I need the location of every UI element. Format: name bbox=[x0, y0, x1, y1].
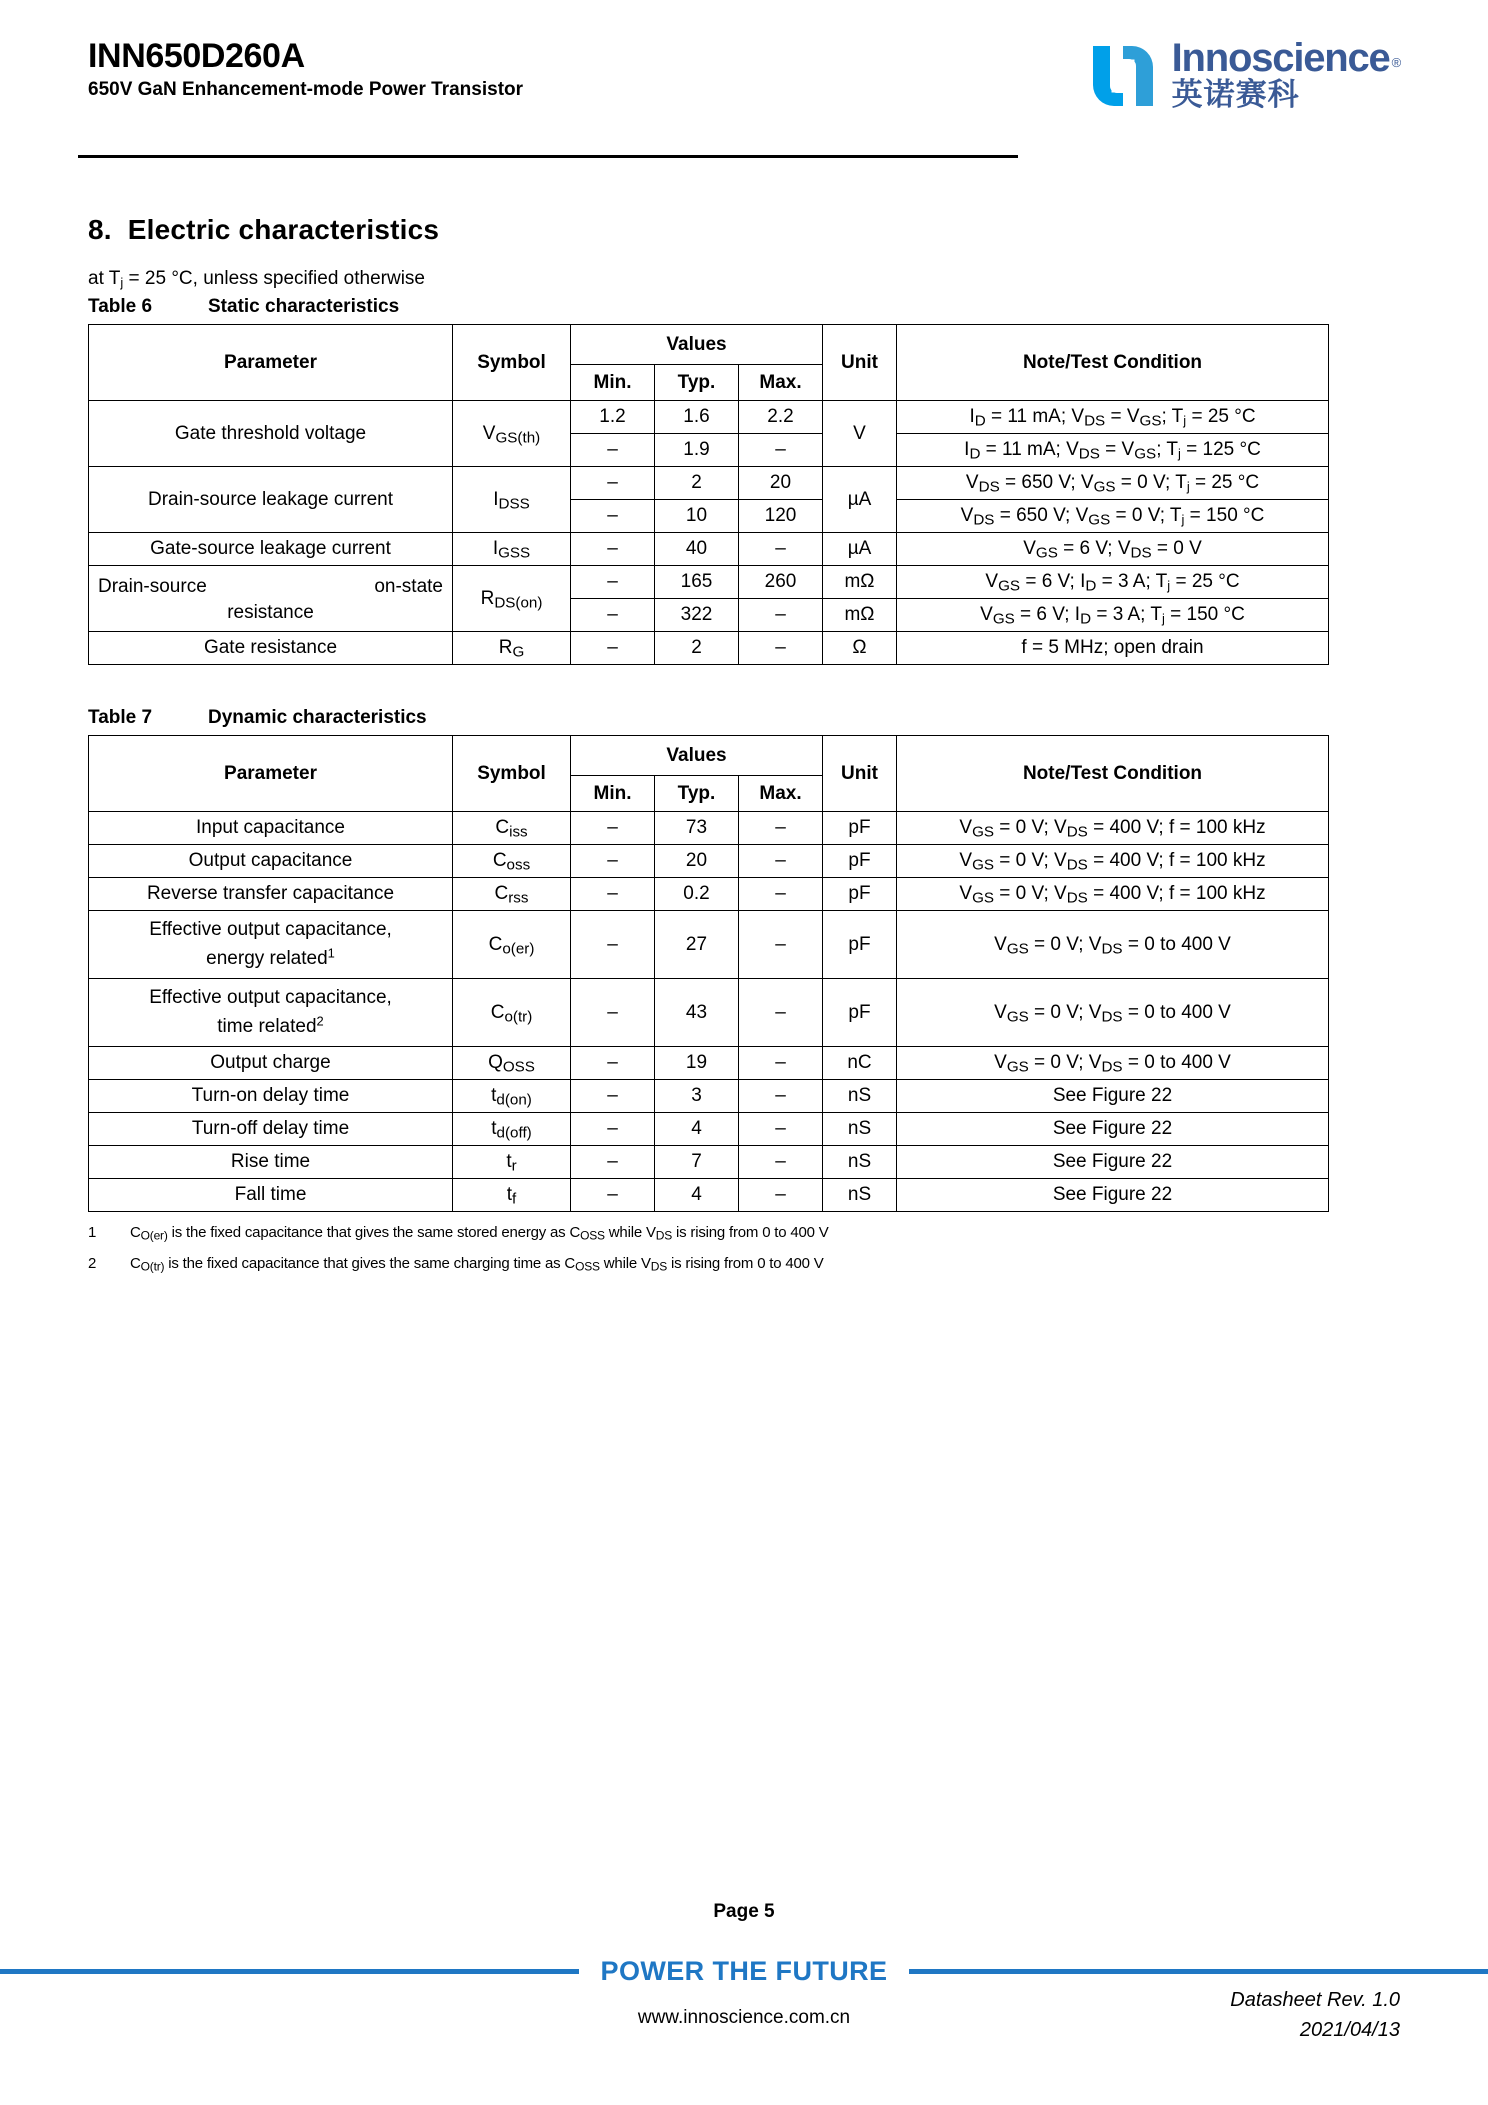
conditions-note: at $T_j = 25$ °C, unless specified otherwise bbox=[88, 268, 425, 290]
table6-r4b-min: – bbox=[571, 599, 655, 632]
table7-r7-parameter: Turn-on delay time bbox=[89, 1080, 453, 1113]
table7-r4-unit: pF bbox=[823, 911, 897, 979]
table7-r4-parameter-line2: energy related bbox=[206, 947, 328, 969]
table7-r4-symbol: $C_{o(er)}$ bbox=[453, 911, 571, 979]
table7-r7-min: – bbox=[571, 1080, 655, 1113]
table6-col-values: Values bbox=[571, 325, 823, 365]
table7-r10-unit: nS bbox=[823, 1179, 897, 1212]
table6-r2b-min: – bbox=[571, 500, 655, 533]
section-heading bbox=[88, 214, 1328, 246]
table6-r5-typ: 2 bbox=[655, 632, 739, 665]
table6-r1a-typ: 1.6 bbox=[655, 401, 739, 434]
table7-r9-max: – bbox=[739, 1146, 823, 1179]
table-row bbox=[89, 1080, 1329, 1113]
footnote-2 bbox=[88, 1255, 1328, 1272]
table6-caption-title: Static characteristics bbox=[208, 296, 400, 317]
header-divider bbox=[78, 155, 1018, 158]
table7-col-note: Note/Test Condition bbox=[897, 736, 1329, 812]
table6-r4b-max: – bbox=[739, 599, 823, 632]
table7-r5-parameter bbox=[89, 979, 453, 1047]
table6-r4-parameter bbox=[89, 566, 453, 632]
table7-caption-title: Dynamic characteristics bbox=[208, 707, 427, 728]
footer-revision-date: 2021/04/13 bbox=[1299, 2019, 1400, 2041]
table7-r6-note: $V_{GS} = 0$ V; $V_{DS} = 0$ to 400 V bbox=[897, 1047, 1329, 1080]
table6-r1-unit: V bbox=[823, 401, 897, 467]
table7-r7-note: See Figure 22 bbox=[897, 1080, 1329, 1113]
table-row bbox=[89, 1179, 1329, 1212]
table6-r1b-max: – bbox=[739, 434, 823, 467]
innoscience-logo bbox=[1087, 38, 1400, 117]
table7-r9-min: – bbox=[571, 1146, 655, 1179]
table7-r10-symbol: $t_f$ bbox=[453, 1179, 571, 1212]
document-title: INN650D260A bbox=[88, 37, 305, 75]
table6-r2b-note: $V_{DS} = 650$ V; $V_{GS} = 0$ V; $T_j = 150$ °C bbox=[897, 500, 1329, 533]
table7-r7-max: – bbox=[739, 1080, 823, 1113]
table-row bbox=[89, 1113, 1329, 1146]
logo-chinese-name: 英诺赛科 bbox=[1171, 77, 1300, 112]
footnote-1 bbox=[88, 1224, 1328, 1241]
table7-r8-max: – bbox=[739, 1113, 823, 1146]
table7-r3-min: – bbox=[571, 878, 655, 911]
table6-r1-parameter: Gate threshold voltage bbox=[89, 401, 453, 467]
table6-r1b-note: $I_D = 11$ mA; $V_{DS} = V_{GS}$; $T_j = 125$ °C bbox=[897, 434, 1329, 467]
table7-r8-min: – bbox=[571, 1113, 655, 1146]
table7-r10-note: See Figure 22 bbox=[897, 1179, 1329, 1212]
table7-r3-typ: 0.2 bbox=[655, 878, 739, 911]
table7-r4-min: – bbox=[571, 911, 655, 979]
table7-r2-unit: pF bbox=[823, 845, 897, 878]
table6-r4a-max: 260 bbox=[739, 566, 823, 599]
page-number: Page 5 bbox=[713, 1901, 775, 1922]
table6-r4-parameter-line2: resistance bbox=[227, 601, 314, 623]
table6-r3-max: – bbox=[739, 533, 823, 566]
table7-r4-max: – bbox=[739, 911, 823, 979]
table7-r3-unit: pF bbox=[823, 878, 897, 911]
table7-r4-note: $V_{GS} = 0$ V; $V_{DS} = 0$ to 400 V bbox=[897, 911, 1329, 979]
table6-col-min: Min. bbox=[571, 365, 655, 401]
table6-r2-symbol: $I_{DSS}$ bbox=[453, 467, 571, 533]
table6-r3-unit: µA bbox=[823, 533, 897, 566]
static-characteristics-table bbox=[88, 324, 1329, 665]
logo-word-text: Innoscience bbox=[1171, 36, 1390, 80]
table6-r1a-note: $I_D = 11$ mA; $V_{DS} = V_{GS}$; $T_j = 25$ °C bbox=[897, 401, 1329, 434]
table7-r3-max: – bbox=[739, 878, 823, 911]
section-number: 8. bbox=[88, 214, 112, 245]
table7-r4-footnote-marker: 1 bbox=[327, 945, 335, 961]
table7-r6-min: – bbox=[571, 1047, 655, 1080]
table-row bbox=[89, 401, 1329, 434]
table6-r5-symbol: $R_G$ bbox=[453, 632, 571, 665]
table7-r8-parameter: Turn-off delay time bbox=[89, 1113, 453, 1146]
table6-col-note: Note/Test Condition bbox=[897, 325, 1329, 401]
table7-r5-note: $V_{GS} = 0$ V; $V_{DS} = 0$ to 400 V bbox=[897, 979, 1329, 1047]
table7-r6-max: – bbox=[739, 1047, 823, 1080]
table6-r5-note: f = 5 MHz; open drain bbox=[897, 632, 1329, 665]
logo-mark-icon bbox=[1087, 40, 1159, 117]
table7-r5-max: – bbox=[739, 979, 823, 1047]
table7-r7-symbol: $t_{d(on)}$ bbox=[453, 1080, 571, 1113]
table7-r10-max: – bbox=[739, 1179, 823, 1212]
table7-col-values: Values bbox=[571, 736, 823, 776]
table6-r1a-max: 2.2 bbox=[739, 401, 823, 434]
table6-r2-parameter: Drain-source leakage current bbox=[89, 467, 453, 533]
table6-r2a-note: $V_{DS} = 650$ V; $V_{GS} = 0$ V; $T_j = 25$ °C bbox=[897, 467, 1329, 500]
table6-r3-typ: 40 bbox=[655, 533, 739, 566]
table7-r9-typ: 7 bbox=[655, 1146, 739, 1179]
table-row bbox=[89, 911, 1329, 979]
table7-r3-symbol: $C_{rss}$ bbox=[453, 878, 571, 911]
table7-r2-symbol: $C_{oss}$ bbox=[453, 845, 571, 878]
table7-r6-parameter: Output charge bbox=[89, 1047, 453, 1080]
table6-r3-symbol: $I_{GSS}$ bbox=[453, 533, 571, 566]
table7-header-row-1 bbox=[89, 736, 1329, 776]
table-row bbox=[89, 533, 1329, 566]
table7-r1-min: – bbox=[571, 812, 655, 845]
table7-col-symbol: Symbol bbox=[453, 736, 571, 812]
table6-col-symbol: Symbol bbox=[453, 325, 571, 401]
table6-r4b-typ: 322 bbox=[655, 599, 739, 632]
table6-r2-unit: µA bbox=[823, 467, 897, 533]
document-subtitle: 650V GaN Enhancement-mode Power Transistor bbox=[88, 78, 524, 100]
table7-r5-symbol: $C_{o(tr)}$ bbox=[453, 979, 571, 1047]
table6-r2a-min: – bbox=[571, 467, 655, 500]
table6-col-typ: Typ. bbox=[655, 365, 739, 401]
table7-r3-note: $V_{GS} = 0$ V; $V_{DS} = 400$ V; f = 100 kHz bbox=[897, 878, 1329, 911]
table7-r9-symbol: $t_r$ bbox=[453, 1146, 571, 1179]
table6-r2a-max: 20 bbox=[739, 467, 823, 500]
table-row bbox=[89, 1047, 1329, 1080]
table7-r2-parameter: Output capacitance bbox=[89, 845, 453, 878]
section-title-text: Electric characteristics bbox=[127, 214, 440, 245]
table-row bbox=[89, 878, 1329, 911]
table6-r5-min: – bbox=[571, 632, 655, 665]
table7-r1-max: – bbox=[739, 812, 823, 845]
table7-r1-note: $V_{GS} = 0$ V; $V_{DS} = 400$ V; f = 100 kHz bbox=[897, 812, 1329, 845]
table7-r4-typ: 27 bbox=[655, 911, 739, 979]
footer-website[interactable]: www.innoscience.com.cn bbox=[637, 2007, 851, 2028]
table7-r1-unit: pF bbox=[823, 812, 897, 845]
table6-r1a-min: 1.2 bbox=[571, 401, 655, 434]
logo-text-block bbox=[1172, 38, 1400, 112]
table7-r5-unit: pF bbox=[823, 979, 897, 1047]
table7-r1-typ: 73 bbox=[655, 812, 739, 845]
table6-r3-parameter: Gate-source leakage current bbox=[89, 533, 453, 566]
table-row bbox=[89, 845, 1329, 878]
logo-wordmark bbox=[1172, 38, 1400, 78]
table6-r4b-unit: mΩ bbox=[823, 599, 897, 632]
table6-col-parameter: Parameter bbox=[89, 325, 453, 401]
table7-r8-symbol: $t_{d(off)}$ bbox=[453, 1113, 571, 1146]
table7-col-min: Min. bbox=[571, 776, 655, 812]
table6-header-row-1 bbox=[89, 325, 1329, 365]
table6-caption bbox=[88, 296, 1328, 318]
table7-r5-typ: 43 bbox=[655, 979, 739, 1047]
table6-r2b-typ: 10 bbox=[655, 500, 739, 533]
table6-r4-symbol: $R_{DS(on)}$ bbox=[453, 566, 571, 632]
page-footer bbox=[0, 1885, 1488, 2105]
table7-col-unit: Unit bbox=[823, 736, 897, 812]
footer-line-left bbox=[0, 1969, 579, 1974]
table6-r3-note: $V_{GS} = 6$ V; $V_{DS} = 0$ V bbox=[897, 533, 1329, 566]
table7-col-parameter: Parameter bbox=[89, 736, 453, 812]
table7-r10-min: – bbox=[571, 1179, 655, 1212]
table-row bbox=[89, 812, 1329, 845]
footer-revision-block bbox=[1230, 1985, 1400, 2045]
dynamic-characteristics-table bbox=[88, 735, 1329, 1212]
table6-r5-parameter: Gate resistance bbox=[89, 632, 453, 665]
table7-r5-footnote-marker: 2 bbox=[316, 1013, 324, 1029]
table7-r4-parameter-line1: Effective output capacitance, bbox=[149, 919, 392, 940]
table6-caption-label: Table 6 bbox=[88, 296, 153, 317]
table6-col-max: Max. bbox=[739, 365, 823, 401]
table6-r4a-min: – bbox=[571, 566, 655, 599]
table7-caption bbox=[88, 707, 1328, 729]
table6-r2a-typ: 2 bbox=[655, 467, 739, 500]
table-row bbox=[89, 1146, 1329, 1179]
table-row bbox=[89, 467, 1329, 500]
table7-r8-note: See Figure 22 bbox=[897, 1113, 1329, 1146]
table-row bbox=[89, 632, 1329, 665]
table7-r8-unit: nS bbox=[823, 1113, 897, 1146]
table7-r5-parameter-line1: Effective output capacitance, bbox=[149, 987, 392, 1008]
table7-r9-parameter: Rise time bbox=[89, 1146, 453, 1179]
table7-col-typ: Typ. bbox=[655, 776, 739, 812]
table7-r7-typ: 3 bbox=[655, 1080, 739, 1113]
table7-r3-parameter: Reverse transfer capacitance bbox=[89, 878, 453, 911]
table7-r6-typ: 19 bbox=[655, 1047, 739, 1080]
table7-r9-unit: nS bbox=[823, 1146, 897, 1179]
table7-r10-parameter: Fall time bbox=[89, 1179, 453, 1212]
registered-trademark-icon: ® bbox=[1391, 55, 1400, 70]
footnote-1-number: 1 bbox=[88, 1224, 97, 1241]
footer-line-right bbox=[909, 1969, 1488, 1974]
footnote-2-text: $C_{O(tr)}$ is the fixed capacitance that gives the same charging time as $C_{OSS}$ while $V_{DS}$ is rising from 0 to 400 V bbox=[130, 1255, 824, 1274]
table7-r6-unit: nC bbox=[823, 1047, 897, 1080]
table6-r1b-min: – bbox=[571, 434, 655, 467]
table6-r4a-typ: 165 bbox=[655, 566, 739, 599]
table7-col-max: Max. bbox=[739, 776, 823, 812]
table6-r4-parameter-line1: Drain-source bbox=[98, 576, 207, 598]
table6-r5-max: – bbox=[739, 632, 823, 665]
table6-r4-parameter-line1b: on-state bbox=[374, 576, 443, 598]
table7-r2-min: – bbox=[571, 845, 655, 878]
table7-footnotes bbox=[88, 1224, 1328, 1272]
table6-r1-symbol: $V_{GS(th)}$ bbox=[453, 401, 571, 467]
table7-r2-typ: 20 bbox=[655, 845, 739, 878]
footer-slogan: POWER THE FUTURE bbox=[600, 1955, 888, 1986]
table6-r1b-typ: 1.9 bbox=[655, 434, 739, 467]
header-title-block bbox=[88, 38, 523, 101]
table7-r5-parameter-line2: time related bbox=[217, 1015, 317, 1037]
footnote-1-text: $C_{O(er)}$ is the fixed capacitance that gives the same stored energy as $C_{OSS}$ while $V_{DS}$ is rising from 0 to 400 V bbox=[130, 1224, 829, 1243]
page-content bbox=[88, 214, 1328, 1286]
table7-r4-parameter bbox=[89, 911, 453, 979]
table7-r1-symbol: $C_{iss}$ bbox=[453, 812, 571, 845]
table7-r1-parameter: Input capacitance bbox=[89, 812, 453, 845]
table7-r2-max: – bbox=[739, 845, 823, 878]
table7-r6-symbol: $Q_{OSS}$ bbox=[453, 1047, 571, 1080]
table6-r3-min: – bbox=[571, 533, 655, 566]
table7-r8-typ: 4 bbox=[655, 1113, 739, 1146]
table7-r10-typ: 4 bbox=[655, 1179, 739, 1212]
table6-r4a-note: $V_{GS} = 6$ V; $I_D = 3$ A; $T_j = 25$ °C bbox=[897, 566, 1329, 599]
table7-r7-unit: nS bbox=[823, 1080, 897, 1113]
table7-r5-min: – bbox=[571, 979, 655, 1047]
table6-r4b-note: $V_{GS} = 6$ V; $I_D = 3$ A; $T_j = 150$ °C bbox=[897, 599, 1329, 632]
table6-r2b-max: 120 bbox=[739, 500, 823, 533]
table6-r4a-unit: mΩ bbox=[823, 566, 897, 599]
table6-col-unit: Unit bbox=[823, 325, 897, 401]
footer-revision: Datasheet Rev. 1.0 bbox=[1230, 1989, 1400, 2011]
table7-caption-label: Table 7 bbox=[88, 707, 153, 728]
table6-r5-unit: Ω bbox=[823, 632, 897, 665]
table-row bbox=[89, 979, 1329, 1047]
page-header bbox=[0, 0, 1488, 160]
footnote-2-number: 2 bbox=[88, 1255, 97, 1272]
table7-r2-note: $V_{GS} = 0$ V; $V_{DS} = 400$ V; f = 100 kHz bbox=[897, 845, 1329, 878]
table-row bbox=[89, 566, 1329, 599]
table7-r9-note: See Figure 22 bbox=[897, 1146, 1329, 1179]
